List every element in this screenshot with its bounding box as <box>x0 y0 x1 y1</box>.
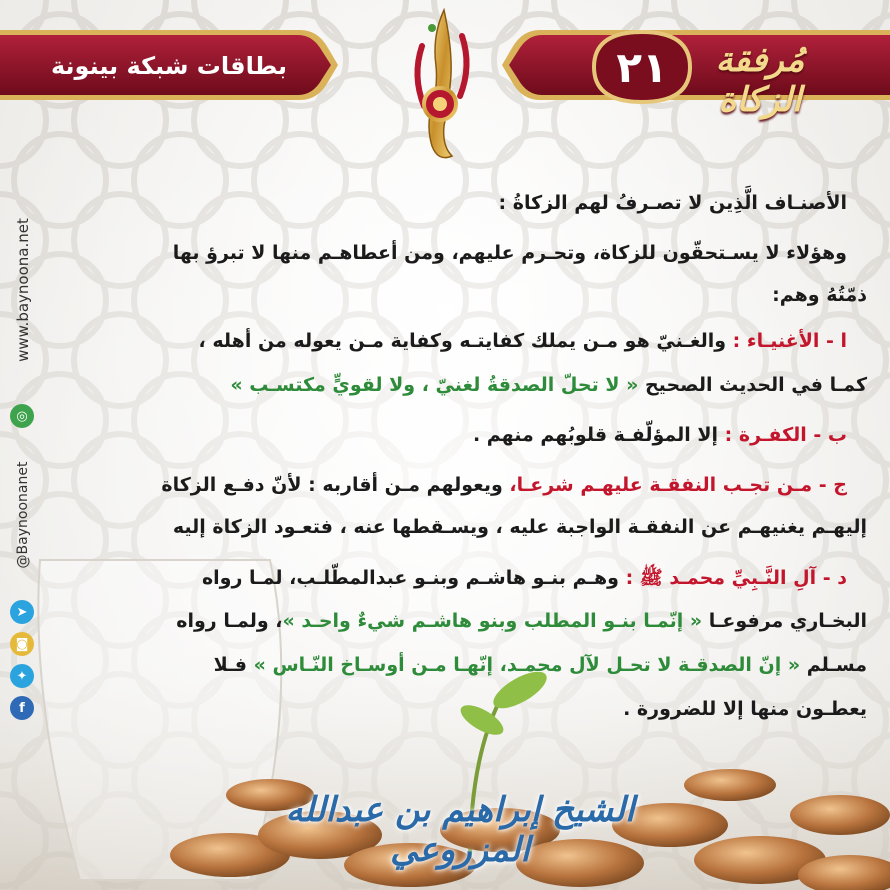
item-a-line-1: ا - الأغنيـاء : والغـنيّ هو مـن يملك كفايتـه وكفاية مـن يعوله من أهله ، <box>198 330 847 352</box>
social-handle-text: @Baynoonanet <box>15 461 31 569</box>
intro-line-1: وهؤلاء لا يسـتحقّون للزكاة، وتحـرم عليهم، ومن أعطاهـم منها لا تبرؤ بها <box>172 242 847 264</box>
baynoona-logo-icon <box>402 6 482 166</box>
intro-line-2: ذمّتُهُ وهم: <box>772 284 867 306</box>
item-d-label: د - آلِ النَّـبِيِّ محمـد ﷺ : <box>625 567 847 589</box>
twitter-icon[interactable]: ✦ <box>10 664 34 688</box>
item-c-label: ج - مـن تجـب النفقـة عليهـم شرعـا، <box>509 474 847 496</box>
item-a-line-2: كمـا في الحديث الصحيح « لا تحلّ الصدقةُ لغنيّ ، ولا لقويٍّ مكتسـب » <box>230 374 867 396</box>
item-c-line-1: ج - مـن تجـب النفقـة عليهـم شرعـا، ويعولهم مـن أقاربه : لأنّ دفـع الزكاة <box>161 474 847 496</box>
item-b-line: ب - الكفـرة : إلا المؤلّفـة قلوبُهم منهم . <box>472 424 847 446</box>
instagram-icon[interactable]: ◙ <box>10 632 34 656</box>
network-title: بطاقات شبكة بينونة <box>50 52 288 80</box>
item-d-line-2: البخـاري مرفوعـا « إنّمـا بنـو المطلب وبنو هاشـم شيءٌ واحـد »، ولمـا رواه <box>176 610 867 632</box>
item-a-label: ا - الأغنيـاء : <box>732 330 847 352</box>
site-url-text: www.baynoona.net <box>14 218 32 362</box>
item-b-label: ب - الكفـرة : <box>724 424 847 446</box>
telegram-icon[interactable]: ➤ <box>10 600 34 624</box>
item-d-line-1: د - آلِ النَّـبِيِّ محمـد ﷺ : وهـم بنـو هاشـم وبنـو عبدالمطّلـب، لمـا رواه <box>201 567 847 589</box>
card-number: ٢١ <box>616 42 668 92</box>
item-d-quote-1: « إنّمـا بنـو المطلب وبنو هاشـم شيءٌ واحـد » <box>282 610 703 632</box>
baynoona-logo-icon: ◎ <box>10 404 34 428</box>
card-title: مُرفقة الزكاة <box>715 40 805 120</box>
item-c-line-2: إليهـم يغنيهـم عن النفقـة الواجبة عليه ، ويسـقطها عنه ، فتعـود الزكاة إليه <box>172 516 867 538</box>
item-d-quote-2: « إنّ الصدقـة لا تحـل لآل محمـد، إنّهـا مـن أوسـاخ النّـاس » <box>253 654 801 676</box>
site-url[interactable] <box>8 190 38 390</box>
facebook-icon[interactable]: f <box>10 696 34 720</box>
content-heading: الأصنـاف الَّذِين لا تصـرفُ لهم الزكاةُ : <box>498 192 847 214</box>
author-signature: الشيخ إبراهيم بن عبدالله المزروعي <box>285 790 635 870</box>
item-d-line-3: مسـلم « إنّ الصدقـة لا تحـل لآل محمـد، إنّهـا مـن أوسـاخ النّـاس » فـلا <box>213 654 867 676</box>
item-a-quote: « لا تحلّ الصدقةُ لغنيّ ، ولا لقويٍّ مكتسـب » <box>230 374 639 396</box>
item-d-line-4: يعطـون منها إلا للضرورة . <box>623 698 867 720</box>
